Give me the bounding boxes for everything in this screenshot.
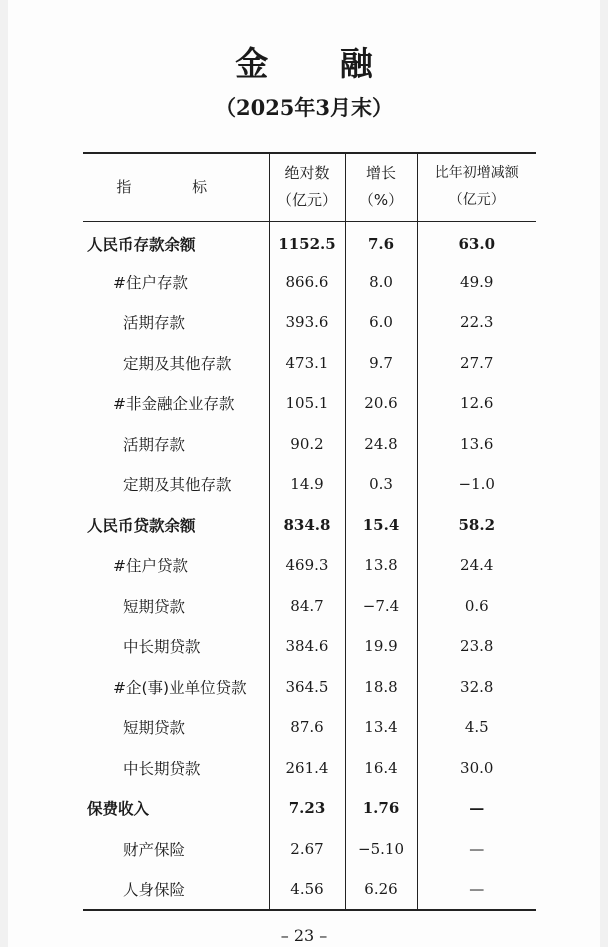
row-growth: 8.0 (345, 262, 417, 303)
document-page (8, 0, 600, 947)
row-value: 87.6 (269, 707, 345, 748)
table-row (83, 748, 536, 789)
row-change: 32.8 (417, 667, 536, 708)
header-change-line2: （亿元） (448, 192, 505, 209)
row-name: #住户存款 (113, 273, 188, 292)
row-value: 473.1 (269, 343, 345, 384)
row-name: 中长期贷款 (123, 759, 201, 778)
row-name: 短期贷款 (123, 597, 186, 616)
row-growth: 9.7 (345, 343, 417, 384)
table-header-row (83, 153, 536, 221)
row-value: 384.6 (269, 626, 345, 667)
table-row (83, 545, 536, 586)
row-name: #住户贷款 (113, 557, 188, 576)
table-row (83, 464, 536, 505)
row-change: — (417, 829, 536, 870)
table-row (83, 343, 536, 384)
row-value: 84.7 (269, 586, 345, 627)
table-row (83, 302, 536, 343)
row-value: 364.5 (269, 667, 345, 708)
row-value: 14.9 (269, 464, 345, 505)
row-growth: 6.0 (345, 302, 417, 343)
table-row (83, 383, 536, 424)
row-change: 23.8 (417, 626, 536, 667)
row-value: 469.3 (269, 545, 345, 586)
table-row (83, 262, 536, 303)
row-growth: 19.9 (345, 626, 417, 667)
row-change: 63.0 (417, 221, 536, 262)
header-growth (345, 153, 417, 221)
finance-table (83, 152, 536, 911)
table-row (83, 586, 536, 627)
row-name: 定期及其他存款 (123, 354, 232, 373)
row-growth: 16.4 (345, 748, 417, 789)
table-row (83, 505, 536, 546)
row-name: 财产保险 (123, 840, 186, 859)
row-growth: 1.76 (345, 788, 417, 829)
page-number: – 23 – (280, 926, 328, 945)
row-growth: −7.4 (345, 586, 417, 627)
header-indicator: 指 标 (83, 153, 269, 221)
row-name: #非金融企业存款 (113, 395, 235, 414)
row-value: 866.6 (269, 262, 345, 303)
row-change: 12.6 (417, 383, 536, 424)
row-change: 22.3 (417, 302, 536, 343)
table-row (83, 667, 536, 708)
table-row (83, 829, 536, 870)
row-value: 261.4 (269, 748, 345, 789)
row-change: 0.6 (417, 586, 536, 627)
row-change: — (417, 788, 536, 829)
row-name: 定期及其他存款 (123, 476, 232, 495)
row-name: 中长期贷款 (123, 638, 201, 657)
row-name: #企(事)业单位贷款 (113, 678, 247, 697)
table-row (83, 788, 536, 829)
row-growth: 7.6 (345, 221, 417, 262)
row-growth: 20.6 (345, 383, 417, 424)
page-subtitle: （2025年3月末） (214, 95, 394, 120)
row-name: 人民币贷款余额 (87, 516, 196, 535)
header-change-line1: 比年初增减额 (434, 165, 519, 182)
table-row (83, 424, 536, 465)
table-row (83, 626, 536, 667)
row-value: 90.2 (269, 424, 345, 465)
row-growth: 24.8 (345, 424, 417, 465)
row-value: 105.1 (269, 383, 345, 424)
table-row (83, 221, 536, 262)
row-value: 834.8 (269, 505, 345, 546)
row-name: 保费收入 (87, 800, 150, 819)
row-growth: 15.4 (345, 505, 417, 546)
table-row (83, 707, 536, 748)
row-growth: 18.8 (345, 667, 417, 708)
row-change: 27.7 (417, 343, 536, 384)
row-growth: 13.8 (345, 545, 417, 586)
header-growth-line2: （%） (358, 191, 404, 210)
header-change (417, 153, 536, 221)
header-growth-line1: 增长 (365, 164, 396, 183)
row-change: — (417, 869, 536, 910)
row-change: 4.5 (417, 707, 536, 748)
row-change: 49.9 (417, 262, 536, 303)
row-name: 短期贷款 (123, 719, 186, 738)
header-absolute-line2: （亿元） (276, 191, 337, 210)
row-value: 393.6 (269, 302, 345, 343)
row-value: 1152.5 (269, 221, 345, 262)
row-name: 活期存款 (123, 435, 186, 454)
row-growth: 6.26 (345, 869, 417, 910)
row-growth: −5.10 (345, 829, 417, 870)
row-change: 58.2 (417, 505, 536, 546)
row-value: 2.67 (269, 829, 345, 870)
row-value: 4.56 (269, 869, 345, 910)
row-name: 人民币存款余额 (87, 235, 196, 254)
row-value: 7.23 (269, 788, 345, 829)
header-absolute-line1: 绝对数 (284, 164, 330, 183)
row-growth: 0.3 (345, 464, 417, 505)
header-absolute (269, 153, 345, 221)
row-change: 24.4 (417, 545, 536, 586)
row-change: 30.0 (417, 748, 536, 789)
row-change: 13.6 (417, 424, 536, 465)
row-growth: 13.4 (345, 707, 417, 748)
row-name: 活期存款 (123, 314, 186, 333)
row-name: 人身保险 (83, 869, 269, 910)
row-change: −1.0 (417, 464, 536, 505)
table-row (83, 869, 536, 910)
page-title: 金 融 (235, 44, 403, 83)
